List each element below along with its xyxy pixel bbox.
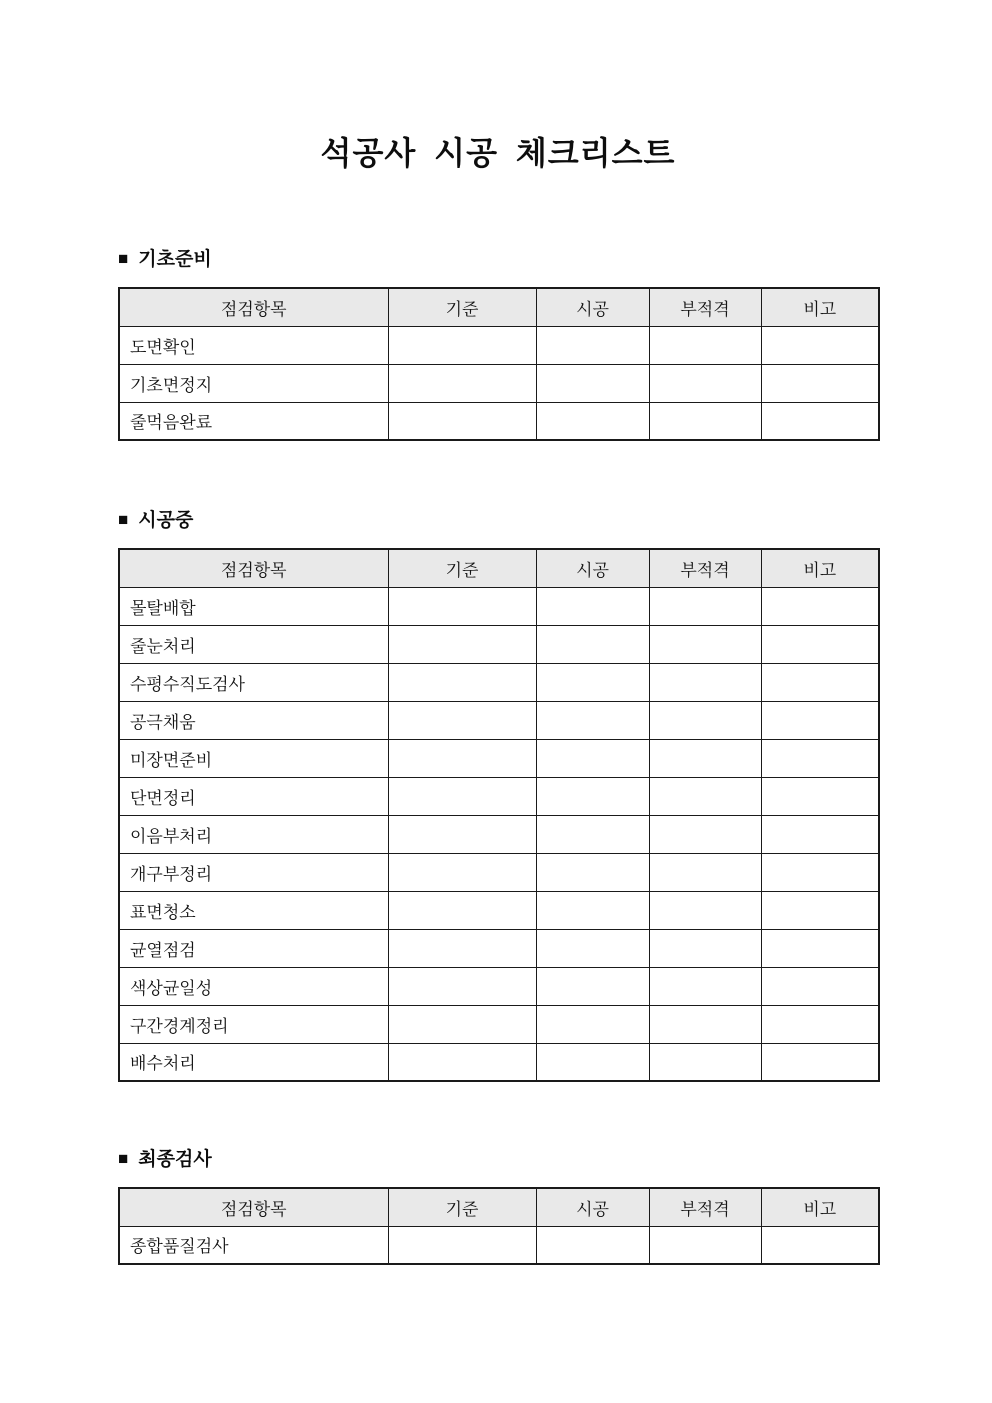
blank-fill-cell xyxy=(649,815,761,853)
table-row xyxy=(119,967,879,1005)
blank-fill-cell xyxy=(761,891,879,929)
table-row xyxy=(119,663,879,701)
blank-fill-cell xyxy=(536,326,649,364)
blank-fill-cell xyxy=(388,625,536,663)
checklist-table-basic-preparation xyxy=(118,287,880,441)
blank-fill-cell xyxy=(761,853,879,891)
blank-fill-cell xyxy=(388,853,536,891)
column-header: 시공 xyxy=(536,1188,649,1226)
inspection-item-label: 배수처리 xyxy=(119,1043,388,1081)
blank-fill-cell xyxy=(649,1005,761,1043)
table-row xyxy=(119,701,879,739)
blank-fill-cell xyxy=(761,739,879,777)
inspection-item-label: 이음부처리 xyxy=(119,815,388,853)
blank-fill-cell xyxy=(536,891,649,929)
inspection-item-label: 기초면정지 xyxy=(119,364,388,402)
blank-fill-cell xyxy=(649,326,761,364)
blank-fill-cell xyxy=(536,967,649,1005)
blank-fill-cell xyxy=(649,625,761,663)
section-heading xyxy=(118,1149,878,1171)
blank-fill-cell xyxy=(388,1005,536,1043)
table-row xyxy=(119,1226,879,1264)
table-row xyxy=(119,929,879,967)
column-header: 점검항목 xyxy=(119,549,388,587)
inspection-item-label: 표면청소 xyxy=(119,891,388,929)
table-row xyxy=(119,853,879,891)
blank-fill-cell xyxy=(388,663,536,701)
blank-fill-cell xyxy=(649,587,761,625)
column-header: 점검항목 xyxy=(119,1188,388,1226)
blank-fill-cell xyxy=(761,587,879,625)
blank-fill-cell xyxy=(761,967,879,1005)
checklist-table-during-construction xyxy=(118,548,880,1082)
column-header: 점검항목 xyxy=(119,288,388,326)
blank-fill-cell xyxy=(388,891,536,929)
blank-fill-cell xyxy=(388,1226,536,1264)
blank-fill-cell xyxy=(388,701,536,739)
inspection-item-label: 도면확인 xyxy=(119,326,388,364)
blank-fill-cell xyxy=(536,1226,649,1264)
blank-fill-cell xyxy=(649,967,761,1005)
table-header-row xyxy=(119,288,879,326)
table-row xyxy=(119,587,879,625)
blank-fill-cell xyxy=(536,1043,649,1081)
inspection-item-label: 줄먹음완료 xyxy=(119,402,388,440)
table-row xyxy=(119,402,879,440)
blank-fill-cell xyxy=(649,1043,761,1081)
table-header-row xyxy=(119,549,879,587)
section-heading-label: 기초준비 xyxy=(138,249,212,270)
table-row xyxy=(119,326,879,364)
column-header: 비고 xyxy=(761,288,879,326)
inspection-item-label: 단면정리 xyxy=(119,777,388,815)
section-heading-label: 최종검사 xyxy=(138,1149,212,1170)
blank-fill-cell xyxy=(649,1226,761,1264)
blank-fill-cell xyxy=(649,739,761,777)
blank-fill-cell xyxy=(649,402,761,440)
blank-fill-cell xyxy=(761,1043,879,1081)
document-title: 석공사 시공 체크리스트 xyxy=(320,135,676,171)
column-header: 부적격 xyxy=(649,288,761,326)
section-during-construction xyxy=(118,510,878,1082)
blank-fill-cell xyxy=(388,777,536,815)
blank-fill-cell xyxy=(761,326,879,364)
blank-fill-cell xyxy=(649,853,761,891)
table-row xyxy=(119,1005,879,1043)
blank-fill-cell xyxy=(649,777,761,815)
blank-fill-cell xyxy=(388,587,536,625)
blank-fill-cell xyxy=(536,402,649,440)
blank-fill-cell xyxy=(649,663,761,701)
blank-fill-cell xyxy=(761,701,879,739)
inspection-item-label: 줄눈처리 xyxy=(119,625,388,663)
blank-fill-cell xyxy=(536,663,649,701)
blank-fill-cell xyxy=(536,701,649,739)
table-row xyxy=(119,777,879,815)
column-header: 시공 xyxy=(536,288,649,326)
table-row xyxy=(119,364,879,402)
inspection-item-label: 균열점검 xyxy=(119,929,388,967)
blank-fill-cell xyxy=(761,815,879,853)
inspection-item-label: 구간경계정리 xyxy=(119,1005,388,1043)
column-header: 비고 xyxy=(761,1188,879,1226)
blank-fill-cell xyxy=(536,815,649,853)
blank-fill-cell xyxy=(649,891,761,929)
inspection-item-label: 색상균일성 xyxy=(119,967,388,1005)
section-heading-label: 시공중 xyxy=(138,510,194,531)
table-header-row xyxy=(119,1188,879,1226)
blank-fill-cell xyxy=(761,1226,879,1264)
inspection-item-label: 종합품질검사 xyxy=(119,1226,388,1264)
blank-fill-cell xyxy=(388,1043,536,1081)
blank-fill-cell xyxy=(388,402,536,440)
blank-fill-cell xyxy=(761,929,879,967)
table-row xyxy=(119,815,879,853)
table-row xyxy=(119,739,879,777)
inspection-item-label: 공극채움 xyxy=(119,701,388,739)
column-header: 시공 xyxy=(536,549,649,587)
blank-fill-cell xyxy=(536,587,649,625)
blank-fill-cell xyxy=(761,402,879,440)
blank-fill-cell xyxy=(536,739,649,777)
blank-fill-cell xyxy=(761,1005,879,1043)
table-row xyxy=(119,891,879,929)
blank-fill-cell xyxy=(536,777,649,815)
blank-fill-cell xyxy=(649,364,761,402)
column-header: 비고 xyxy=(761,549,879,587)
inspection-item-label: 몰탈배합 xyxy=(119,587,388,625)
blank-fill-cell xyxy=(388,739,536,777)
blank-fill-cell xyxy=(761,625,879,663)
blank-fill-cell xyxy=(388,364,536,402)
blank-fill-cell xyxy=(388,967,536,1005)
section-heading xyxy=(118,510,878,532)
blank-fill-cell xyxy=(536,364,649,402)
inspection-item-label: 미장면준비 xyxy=(119,739,388,777)
blank-fill-cell xyxy=(761,364,879,402)
section-heading xyxy=(118,249,878,271)
section-final-inspection xyxy=(118,1149,878,1265)
blank-fill-cell xyxy=(536,929,649,967)
blank-fill-cell xyxy=(536,1005,649,1043)
square-bullet-icon: ■ xyxy=(118,249,129,268)
blank-fill-cell xyxy=(536,853,649,891)
inspection-item-label: 수평수직도검사 xyxy=(119,663,388,701)
blank-fill-cell xyxy=(649,929,761,967)
square-bullet-icon: ■ xyxy=(118,510,129,529)
square-bullet-icon: ■ xyxy=(118,1149,129,1168)
blank-fill-cell xyxy=(536,625,649,663)
blank-fill-cell xyxy=(388,929,536,967)
column-header: 부적격 xyxy=(649,1188,761,1226)
blank-fill-cell xyxy=(388,815,536,853)
table-row xyxy=(119,1043,879,1081)
inspection-item-label: 개구부정리 xyxy=(119,853,388,891)
checklist-table-final-inspection xyxy=(118,1187,880,1265)
blank-fill-cell xyxy=(761,663,879,701)
document-content xyxy=(118,0,878,1265)
column-header: 기준 xyxy=(388,1188,536,1226)
column-header: 기준 xyxy=(388,288,536,326)
column-header: 부적격 xyxy=(649,549,761,587)
section-basic-preparation xyxy=(118,249,878,441)
blank-fill-cell xyxy=(649,701,761,739)
column-header: 기준 xyxy=(388,549,536,587)
blank-fill-cell xyxy=(761,777,879,815)
blank-fill-cell xyxy=(388,326,536,364)
table-row xyxy=(119,625,879,663)
